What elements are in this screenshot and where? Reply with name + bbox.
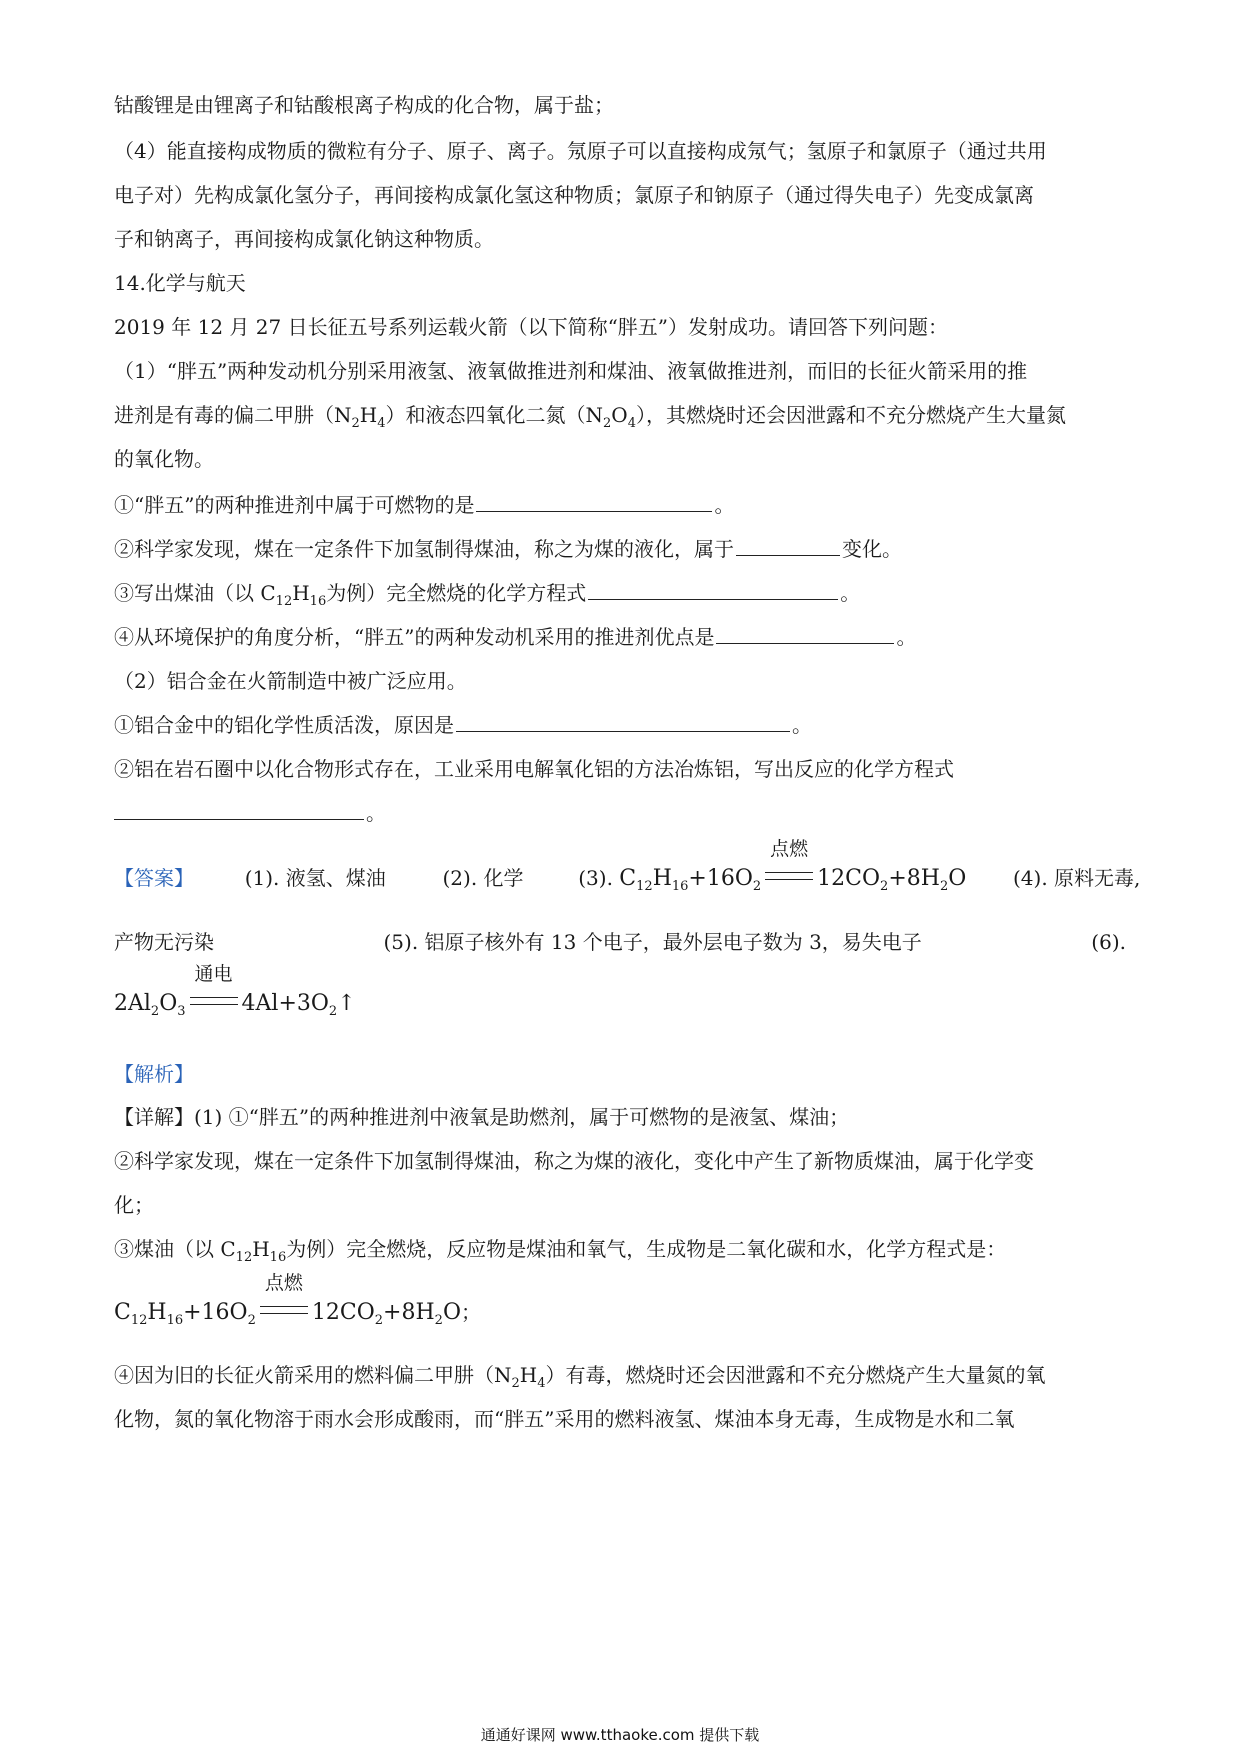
reaction-condition: 点燃	[260, 1299, 308, 1327]
reaction-condition: 点燃	[765, 865, 813, 893]
text-line: 子和钠离子，再间接构成氯化钠这种物质。	[114, 227, 494, 251]
text-line: 钴酸锂是由锂离子和钴酸根离子构成的化合物，属于盐；	[114, 93, 614, 117]
equation-electrolysis: $2Al_2O_3$ 通电 $4Al+3O_2↑$	[114, 963, 356, 1019]
answer-blank	[114, 799, 364, 820]
equation-combustion-2: $C_{12}H_{16}+16O_2$ 点燃 $12CO_2+8H_2O$；	[114, 1272, 481, 1328]
answer-blank	[456, 711, 790, 732]
text-line: 电子对）先构成氯化氢分子，再间接构成氯化氢这种物质；氯原子和钠原子（通过得失电子）先变成氯离	[114, 183, 1034, 207]
sub-question: ③写出煤油（以 $C_{12}H_{16}$为例）完全燃烧的化学方程式 。	[114, 581, 861, 609]
analysis-line: ④因为旧的长征火箭采用的燃料偏二甲肼$(N_2H_4)$有毒，燃烧时还会因泄露和不充分燃烧产生大量氮的氧	[114, 1363, 1046, 1391]
sub-question: ①铝合金中的铝化学性质活泼，原因是 。	[114, 713, 812, 737]
analysis-line: ③煤油（以 $C_{12}H_{16}$为例）完全燃烧，反应物是煤油和氧气，生成物是二氧化碳和水，化学方程式是：	[114, 1237, 1007, 1265]
page-footer: 通通好课网 www.tthaoke.com 提供下载	[480, 1726, 760, 1744]
sub-question: ①“胖五”的两种推进剂中属于可燃物的是 。	[114, 493, 735, 517]
answer-5: (5). 铝原子核外有 13 个电子，最外层电子数为 3，易失电子	[383, 930, 922, 954]
answer-line	[114, 838, 1141, 901]
answer-6-label: (6).	[1091, 930, 1126, 954]
analysis-line: ②科学家发现，煤在一定条件下加氢制得煤油，称之为煤的液化，变化中产生了新物质煤油，属于化学变	[114, 1149, 1034, 1173]
analysis-line: 【详解】(1) ①“胖五”的两种推进剂中液氧是助燃剂，属于可燃物的是液氢、煤油；	[114, 1105, 850, 1129]
sub-question: ④从环境保护的角度分析，“胖五”的两种发动机采用的推进剂优点是 。	[114, 625, 917, 649]
answer-tag: 【答案】	[114, 866, 194, 890]
text-line: 的氧化物。	[114, 447, 214, 471]
analysis-tag: 【解析】	[114, 1062, 194, 1086]
analysis-line: 化；	[114, 1193, 154, 1217]
text-line: （2）铝合金在火箭制造中被广泛应用。	[114, 669, 467, 693]
equation-combustion: $C_{12}H_{16}+16O_2$ 点燃 $12CO_2+8H_2O$	[619, 838, 967, 894]
text-line: 进剂是有毒的偏二甲肼$(N_2H_4)$和液态四氧化二氮$(N_2O_4)$，其燃烧时还会因泄露和不充分燃烧产生大量氮	[114, 403, 1066, 431]
sub-question: ②铝在岩石圈中以化合物形式存在，工业采用电解氧化铝的方法冶炼铝，写出反应的化学方程式	[114, 757, 954, 781]
question-title: 14.化学与航天	[114, 271, 246, 295]
answer-2: (2). 化学	[442, 866, 524, 890]
sub-question: 。	[114, 799, 1126, 827]
answer-blank	[716, 623, 894, 644]
text-line: （1）“胖五”两种发动机分别采用液氢、液氧做推进剂和煤油、液氧做推进剂，而旧的长征火箭采用的推	[114, 359, 1028, 383]
text-line: （4）能直接构成物质的微粒有分子、原子、离子。氖原子可以直接构成氖气；氢原子和氯原子（通过共用	[114, 139, 1047, 163]
answer-blank	[476, 491, 712, 512]
answer-1: (1). 液氢、煤油	[244, 866, 386, 890]
answer-blank	[588, 579, 838, 600]
answer-blank	[736, 535, 840, 556]
answer-4: (4). 原料无毒,	[1013, 866, 1141, 890]
text-line: 2019 年 12 月 27 日长征五号系列运载火箭（以下简称“胖五”）发射成功。请回答下列问题：	[114, 315, 949, 339]
reaction-condition: 通电	[190, 990, 238, 1018]
answer-4-cont: 产物无污染	[114, 930, 214, 954]
analysis-line: 化物，氮的氧化物溶于雨水会形成酸雨，而“胖五”采用的燃料液氢、煤油本身无毒，生成物是水和二氧	[114, 1407, 1015, 1431]
answer-line-2	[114, 928, 1126, 956]
sub-question: ②科学家发现，煤在一定条件下加氢制得煤油，称之为煤的液化，属于 变化。	[114, 537, 902, 561]
answer-3: (3).	[578, 866, 613, 890]
